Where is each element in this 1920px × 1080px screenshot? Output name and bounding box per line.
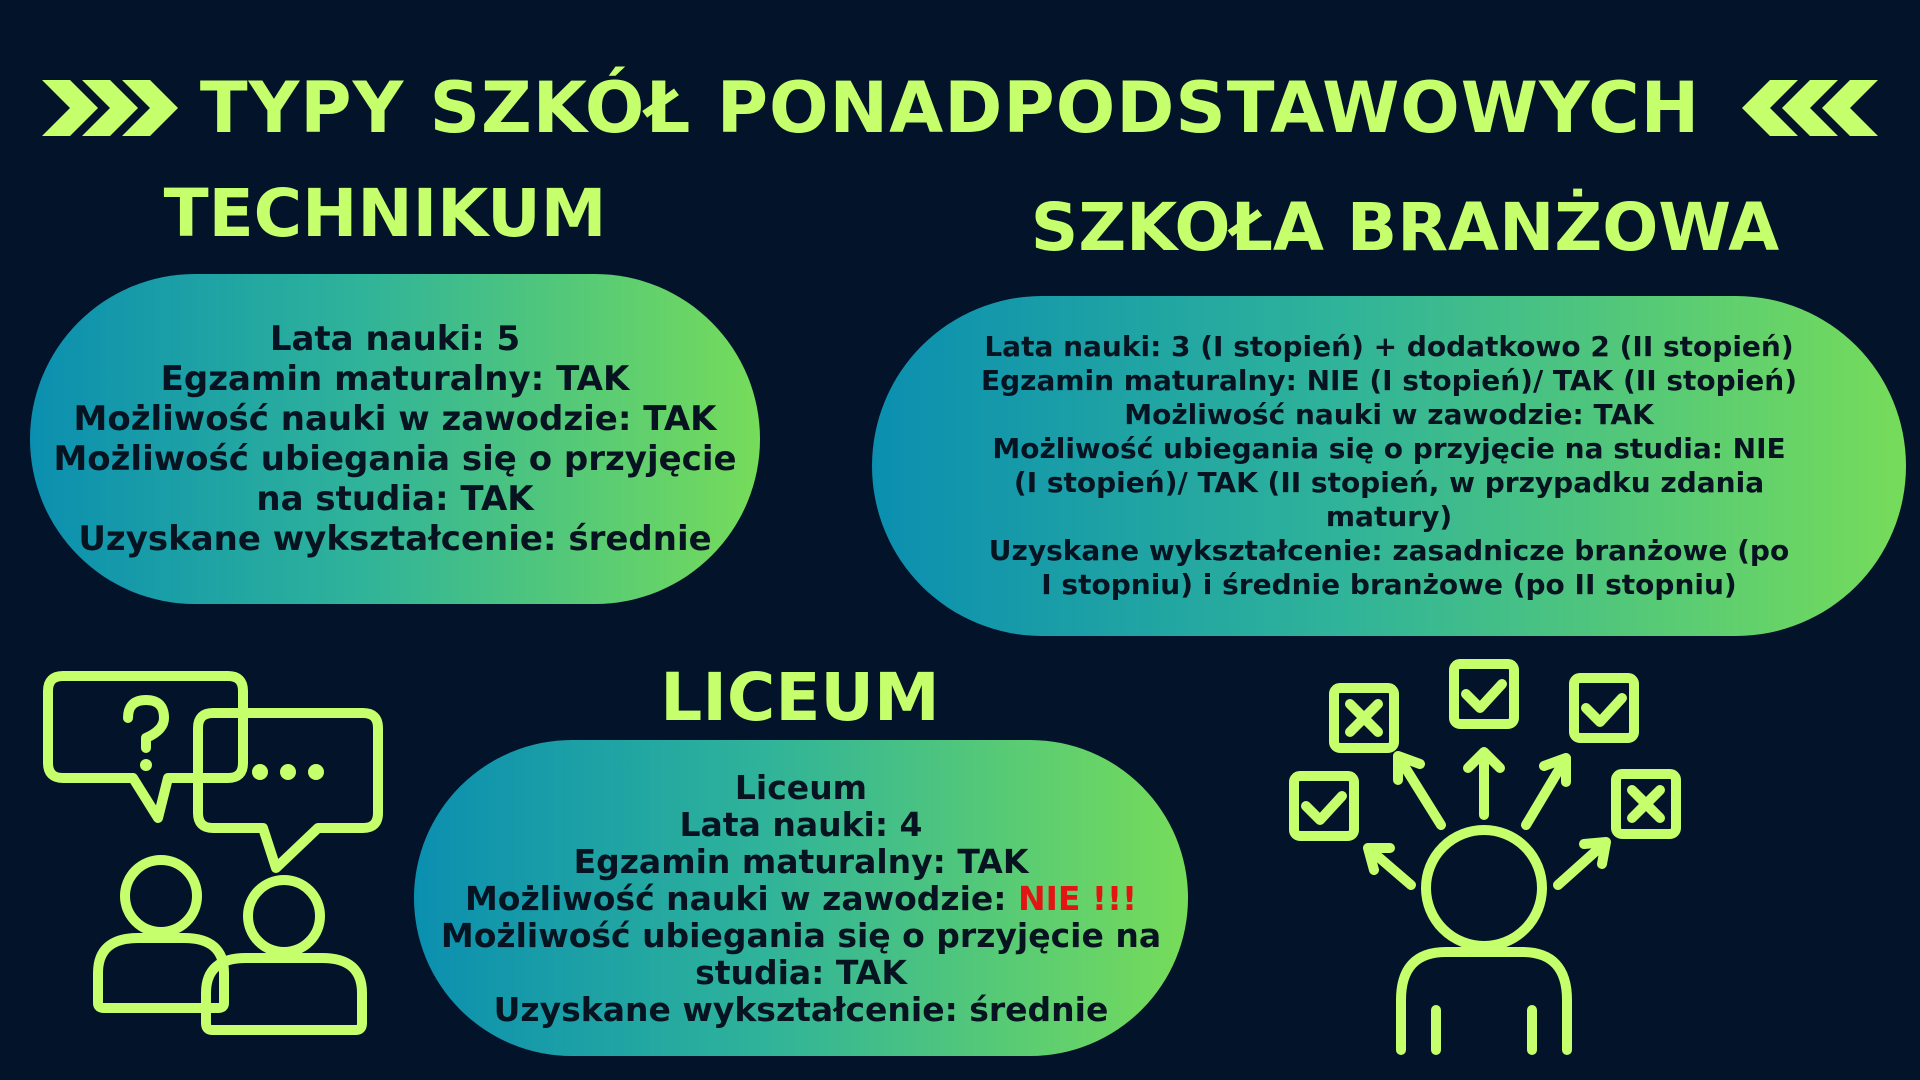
technikum-vocational: Możliwość nauki w zawodzie: TAK	[73, 399, 717, 439]
double-chevron-left-icon	[1742, 76, 1882, 140]
branzowa-heading: SZKOŁA BRANŻOWA	[1030, 189, 1780, 266]
technikum-studies-cont: na studia: TAK	[256, 479, 534, 519]
branzowa-studies-end: matury)	[1325, 500, 1453, 533]
branzowa-exam: Egzamin maturalny: NIE (I stopień)/ TAK (II stopień)	[980, 364, 1798, 397]
technikum-card	[30, 274, 760, 604]
branzowa-education-cont: I stopniu) i średnie branżowe (po II stopniu)	[1041, 568, 1737, 601]
liceum-studies: Możliwość ubiegania się o przyjęcie na	[440, 915, 1162, 955]
technikum-years: Lata nauki: 5	[269, 319, 521, 359]
branzowa-education: Uzyskane wykształcenie: zasadnicze branżowe (po	[988, 534, 1790, 567]
technikum-exam: Egzamin maturalny: TAK	[160, 359, 630, 399]
liceum-studies-cont: studia: TAK	[695, 952, 907, 992]
liceum-vocational	[465, 880, 1137, 917]
people-chat-icon	[38, 668, 388, 1038]
liceum-education: Uzyskane wykształcenie: średnie	[493, 989, 1109, 1029]
technikum-heading: TECHNIKUM	[163, 175, 607, 252]
branzowa-vocational: Możliwość nauki w zawodzie: TAK	[1124, 398, 1654, 431]
liceum-vocational-label: Możliwość nauki w zawodzie:	[464, 878, 1018, 918]
liceum-vocational-no: NIE !!!	[1017, 878, 1138, 918]
person-choices-icon	[1286, 660, 1686, 1060]
liceum-name: Liceum	[734, 767, 868, 807]
branzowa-card	[872, 296, 1906, 636]
double-chevron-right-icon	[38, 76, 178, 140]
technikum-studies: Możliwość ubiegania się o przyjęcie	[53, 439, 737, 479]
liceum-card	[414, 740, 1188, 1056]
liceum-heading: LICEUM	[660, 659, 940, 736]
header	[0, 58, 1920, 158]
liceum-exam: Egzamin maturalny: TAK	[573, 841, 1029, 881]
page-title: TYPY SZKÓŁ PONADPODSTAWOWYCH	[199, 67, 1701, 149]
branzowa-studies: Możliwość ubiegania się o przyjęcie na studia: NIE	[992, 432, 1786, 465]
branzowa-studies-cont: (I stopień)/ TAK (II stopień, w przypadku zdania	[1013, 466, 1765, 499]
liceum-years: Lata nauki: 4	[679, 804, 923, 844]
branzowa-years: Lata nauki: 3 (I stopień) + dodatkowo 2 (II stopień)	[984, 330, 1794, 363]
technikum-education: Uzyskane wykształcenie: średnie	[78, 519, 712, 559]
